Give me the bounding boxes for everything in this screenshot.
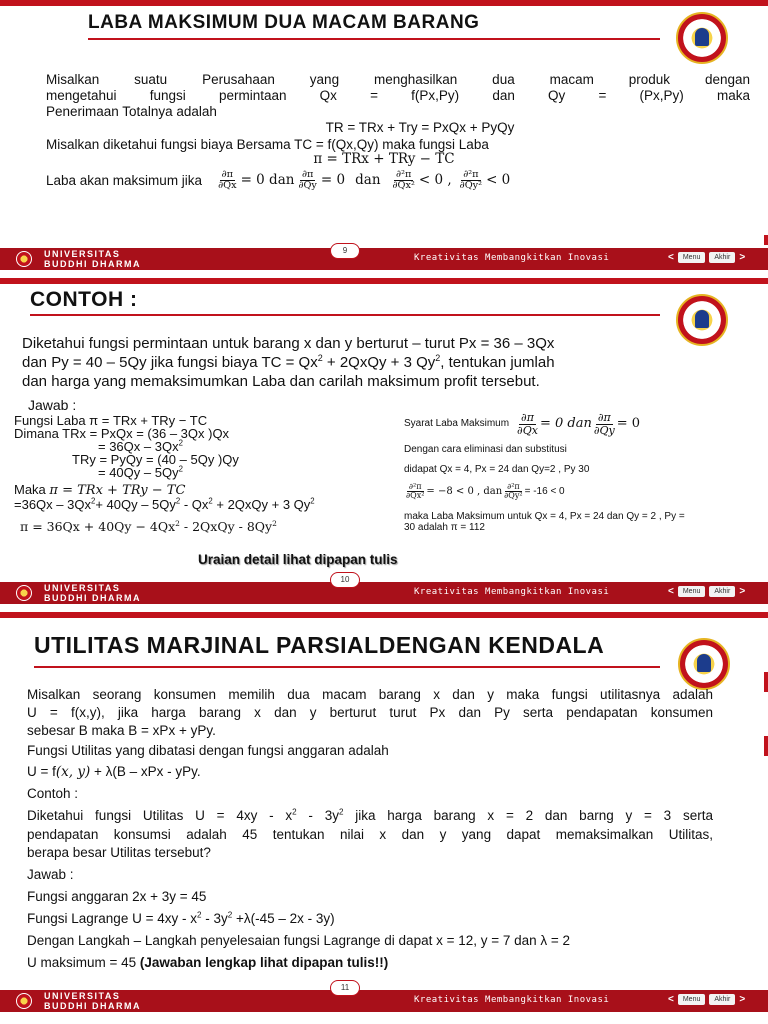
slide-title: CONTOH : [30,288,138,311]
next-arrow-icon[interactable]: > [739,252,746,263]
title-rule [30,314,660,316]
footer-nav [668,994,745,1005]
page-number: 9 [330,243,360,259]
akhir-button[interactable]: Akhir [709,586,735,597]
paragraph-line: Misalkan diketahui fungsi biaya Bersama TC = f(Qx,Qy) maka fungsi Laba [46,137,489,152]
paragraph-line: mengetahui fungsi permintaan Qx = f(Px,Py) dan Qy = (Px,Py) maka [46,88,750,103]
conclusion-line: maka Laba Maksimum untuk Qx = 4, Px = 24 dan Qy = 2 , Py = [404,511,685,522]
paragraph-line: pendapatan konsumsi adalah 45 tentukan nilai x dan y yang dapat memaksimalkan Utilitas, [27,827,713,842]
syarat-line: Syarat Laba Maksimum $\frac{\partial\pi}{\partial Qx}$ = 0 dan $\frac{\partial\pi}{\partial Qy}$ = 0 [404,411,641,437]
paragraph-line: Misalkan seorang konsumen memilih dua macam barang x dan y maka fungsi utilitasnya adalah [27,687,713,702]
second-partial-fraction: $\frac{\text{∂²π}}{\text{∂Qx²}}$ [392,169,415,192]
partial-fraction: $\frac{\partial\pi}{\partial Qx}$ [218,169,237,192]
result-text: didapat Qx = 4, Px = 24 dan Qy=2 , Py 30 [404,464,590,475]
title-rule [34,666,660,668]
akhir-button[interactable]: Akhir [709,252,735,263]
footer-bar [0,582,768,604]
menu-button[interactable]: Menu [678,586,706,597]
budget-function: Fungsi anggaran 2x + 3y = 45 [27,889,207,904]
slide-11 [0,612,768,1024]
profit-expansion-line: $=36Qx - 3Qx^2+ 40Qy - 5Qy^2 - Qx^2$ + 2QxQy + 3 Qy$^2$ [14,496,315,512]
top-accent-bar [0,612,768,618]
footer-bar [0,990,768,1012]
fungsi-laba-block: Fungsi Laba π = TRx + TRy − TC Dimana TRx = PxQx = (36 – 3Qx )Qx = 36Qx – 3Qx$^2$ TRy = PyQy = (40 – 5Qy )Qy = 40Qy – 5Qy$^2$ [14,413,239,480]
footer-nav [668,252,745,263]
title-rule [88,38,660,40]
tr-equation: TR = TRx + Try = PxQx + PyQy [325,120,515,135]
slide-9 [0,0,768,270]
footer-bar [0,248,768,270]
university-seal-logo [678,638,730,690]
elimination-text: Dengan cara eliminasi dan substitusi [404,444,567,455]
top-accent-bar [0,0,768,6]
paragraph-line: berapa besar Utilitas tersebut? [27,845,211,860]
menu-button[interactable]: Menu [678,994,706,1005]
side-accent [764,672,768,692]
maka-line: Maka π = TRx + TRy − TC [14,482,186,498]
profit-simplified-line: $\pi = 36Qx + 40Qy - 4Qx^2$ - 2QxQy - 8Qy$^2$ [20,518,277,534]
profit-equation: π = TRx + TRy − TC [313,151,455,167]
max-condition [46,170,510,191]
dan-text: dan [355,172,381,189]
footer-tagline: Kreativitas Membangkitkan Inovasi [414,995,610,1005]
board-note: Uraian detail lihat dipapan tulis [198,552,398,567]
condition-lead: Laba akan maksimum jika [46,173,203,189]
contoh-label: Contoh : [27,786,79,801]
paragraph-line: dan harga yang memaksimumkan Laba dan carilah maksimum profit tersebut. [22,373,540,390]
footer-tagline: Kreativitas Membangkitkan Inovasi [414,253,610,263]
menu-button[interactable]: Menu [678,252,706,263]
less-than-zero: < 0 , [418,172,452,189]
next-arrow-icon[interactable]: > [739,994,746,1005]
next-arrow-icon[interactable]: > [739,586,746,597]
equals-zero-dan: = 0 dan [240,172,295,189]
footer-university-name: UNIVERSITAS BUDDHI DHARMA [44,583,141,603]
paragraph-line: Misalkan suatu Perusahaan yang menghasilkan dua macam produk dengan [46,72,750,87]
side-accent [764,235,768,245]
jawab-label: Jawab : [27,867,74,882]
conclusion-line: 30 adalah π = 112 [404,522,485,533]
slide-title: UTILITAS MARJINAL PARSIALDENGAN KENDALA [34,632,605,658]
slide-title: LABA MAKSIMUM DUA MACAM BARANG [88,12,480,33]
prev-arrow-icon[interactable]: < [668,252,674,263]
akhir-button[interactable]: Akhir [709,994,735,1005]
top-accent-bar [0,278,768,284]
footer-logo-icon [16,993,32,1009]
footer-logo-icon [16,251,32,267]
second-partial-fraction: $\frac{\text{∂²π}}{\text{∂Qy²}}$ [459,169,483,192]
max-utility: U maksimum = 45 (Jawaban lengkap lihat dipapan tulis!!) [27,955,389,970]
jawab-label: Jawab : [28,397,77,413]
utility-constraint-equation: U = f(x, y) + λ(B – xPx - yPy. [27,764,201,780]
paragraph-line: Penerimaan Totalnya adalah [46,104,217,119]
less-than-zero: < 0 [486,172,511,189]
paragraph-line: U = f(x,y), jika harga barang x dan y berturut turut Px dan Py serta pendapatan konsumen [27,705,713,720]
prev-arrow-icon[interactable]: < [668,586,674,597]
equals-zero: = 0 [320,172,346,189]
second-order-line: $\frac{\text{∂²π}}{\text{∂Qx²}}$ = −8 < 0 , dan $\frac{\text{∂²π}}{\text{∂Qy²}}$ = -16 < 0 [406,482,565,501]
footer-university-name: UNIVERSITAS BUDDHI DHARMA [44,991,141,1011]
slide-10 [0,278,768,606]
paragraph-line: dan Py = 40 – 5Qy jika fungsi biaya TC = $Qx^2$ + 2QxQy + 3 Qy$^2$, tentukan jumlah [22,353,555,371]
footer-tagline: Kreativitas Membangkitkan Inovasi [414,587,610,597]
lagrange-solution: Dengan Langkah – Langkah penyelesaian fungsi Lagrange di dapat x = 12, y = 7 dan λ = 2 [27,933,571,948]
university-seal-logo [676,294,728,346]
page-number: 11 [330,980,360,996]
lagrange-function: Fungsi Lagrange $U = 4xy - x^2 - 3y^2 +\lambda(-45 - 2x - 3y)$ [27,910,335,926]
paragraph-line: Fungsi Utilitas yang dibatasi dengan fungsi anggaran adalah [27,743,389,758]
footer-university-name: UNIVERSITAS BUDDHI DHARMA [44,249,141,269]
paragraph-line: Diketahui fungsi permintaan untuk barang x dan y berturut – turut Px = 36 – 3Qx [22,335,555,352]
page-number: 10 [330,572,360,588]
footer-logo-icon [16,585,32,601]
side-accent [764,736,768,756]
footer-nav [668,586,745,597]
prev-arrow-icon[interactable]: < [668,994,674,1005]
university-seal-logo [676,12,728,64]
paragraph-line: Diketahui fungsi Utilitas $U = 4xy - x^2 - 3y^2$ jika harga barang x = 2 dan barng y = 3 serta [27,807,713,823]
partial-fraction: $\frac{\partial\pi}{\partial Qy}$ [298,169,317,192]
paragraph-line: sebesar B maka B = xPx + yPy. [27,723,216,738]
